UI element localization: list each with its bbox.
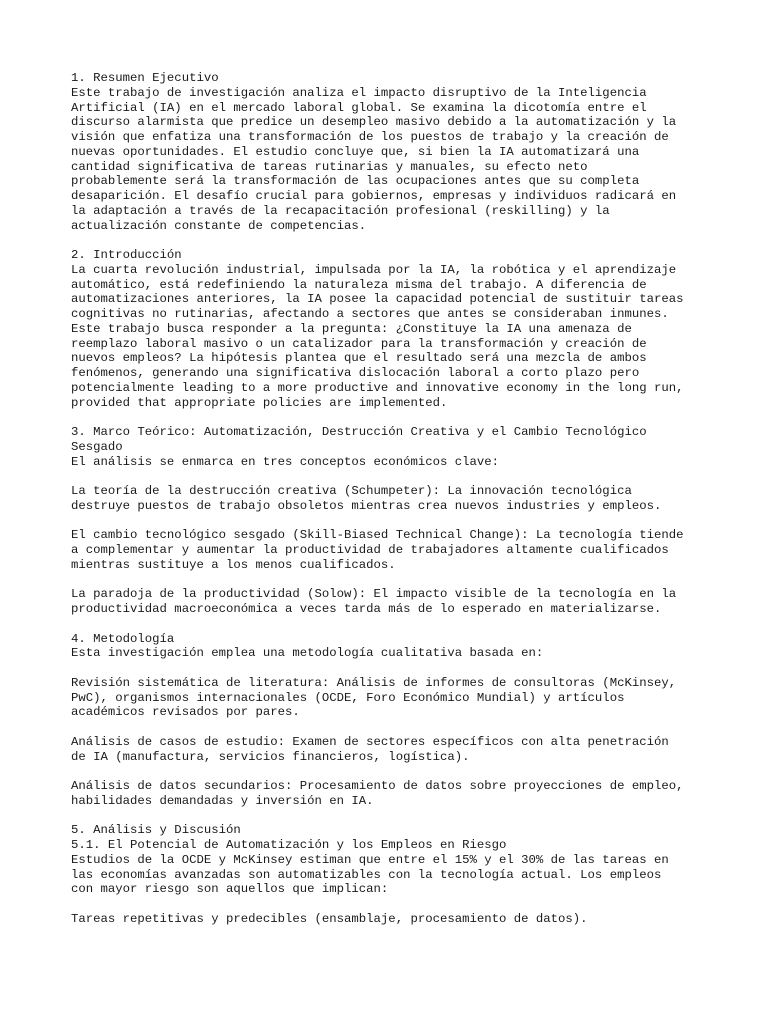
paragraph-gap [71, 410, 701, 425]
methodology-literature-review-paragraph: Revisión sistemática de literatura: Análisis de informes de consultoras (McKinsey, PwC), organismos internacionales (OCDE, Foro Económico Mundial) y artículos académicos revisados por pares. [71, 675, 677, 720]
section-5-analysis-heading: 5. Análisis y Discusión 5.1. El Potencial de Automatización y los Empleos en Riesgo Estudios de la OCDE y McKinsey estiman que entre el 15% y el 30% de las tareas en las economías avanzadas son automatizables con la tecnología actual. Los empleos con mayor riesgo son aquellos que implican: [71, 823, 669, 897]
section-2-introduction: 2. Introducción La cuarta revolución industrial, impulsada por la IA, la robótica y el aprendizaje automático, está redefiniendo la naturaleza misma del trabajo. A diferencia de automatizaciones anteriores, la IA posee la capacidad potencial de sustituir tareas cognitivas no rutinarias, afectando a sectores que antes se consideraban inmunes. Este trabajo busca responder a la pregunta: ¿Constituye la IA una amenaza de reemplazo laboral masivo o un catalizador para la transformación y creación de nuevos empleos? La hipótesis plantea que el resultado será una mezcla de ambos fenómenos, generando una significativa dislocación laboral a corto plazo pero potencialmente leading to a more productive and innovative economy in the long run, provided that appropriate policies are implemented. [71, 248, 684, 410]
paragraph-gap [71, 469, 701, 484]
section-4-methodology-heading: 4. Metodología Esta investigación emplea una metodología cualitativa basada en: [71, 631, 544, 661]
framework-schumpeter-paragraph: La teoría de la destrucción creativa (Schumpeter): La innovación tecnológica destruye puestos de trabajo obsoletos mientras crea nuevos industries y empleos. [71, 484, 662, 513]
framework-sbtc-paragraph: El cambio tecnológico sesgado (Skill-Biased Technical Change): La tecnología tiende a complementar y aumentar la productividad de trabajadores altamente cualificados mientras sustituye a los menos cualificados. [71, 528, 684, 572]
analysis-repetitive-tasks-paragraph: Tareas repetitivas y predecibles (ensamblaje, procesamiento de datos). [71, 911, 588, 926]
document-page [71, 71, 701, 927]
paragraph-gap [71, 720, 701, 735]
methodology-secondary-data-paragraph: Análisis de datos secundarios: Procesamiento de datos sobre proyecciones de empleo, habilidades demandadas y inversión en IA. [71, 779, 684, 808]
paragraph-gap [71, 233, 701, 248]
methodology-case-studies-paragraph: Análisis de casos de estudio: Examen de sectores específicos con alta penetración de IA (manufactura, servicios financieros, logística). [71, 734, 669, 764]
paragraph-gap [71, 897, 701, 912]
section-1-executive-summary: 1. Resumen Ejecutivo Este trabajo de investigación analiza el impacto disruptivo de la Inteligencia Artificial (IA) en el mercado laboral global. Se examina la dicotomía entre el discurso alarmista que predice un desempleo masivo debido a la automatización y la visión que enfatiza una transformación de los puestos de trabajo y la creación de nuevas oportunidades. El estudio concluye que, si bien la IA automatizará una cantidad significativa de tareas rutinarias y manuales, su efecto neto probablemente será la transformación de las ocupaciones antes que su completa desaparición. El desafío crucial para gobiernos, empresas y individuos radicará en la adaptación a través de la recapacitación profesional (reskilling) y la actualización constante de competencias. [71, 71, 677, 233]
paragraph-gap [71, 514, 701, 529]
paragraph-gap [71, 617, 701, 632]
framework-solow-paragraph: La paradoja de la productividad (Solow): El impacto visible de la tecnología en la productividad macroeconómica a veces tarda más de lo esperado en materializarse. [71, 587, 677, 616]
paragraph-gap [71, 809, 701, 824]
paragraph-gap [71, 661, 701, 676]
paragraph-gap [71, 764, 701, 779]
section-3-theoretical-framework-heading: 3. Marco Teórico: Automatización, Destrucción Creativa y el Cambio Tecnológico Sesgado El análisis se enmarca en tres conceptos económicos clave: [71, 425, 647, 469]
paragraph-gap [71, 573, 701, 588]
